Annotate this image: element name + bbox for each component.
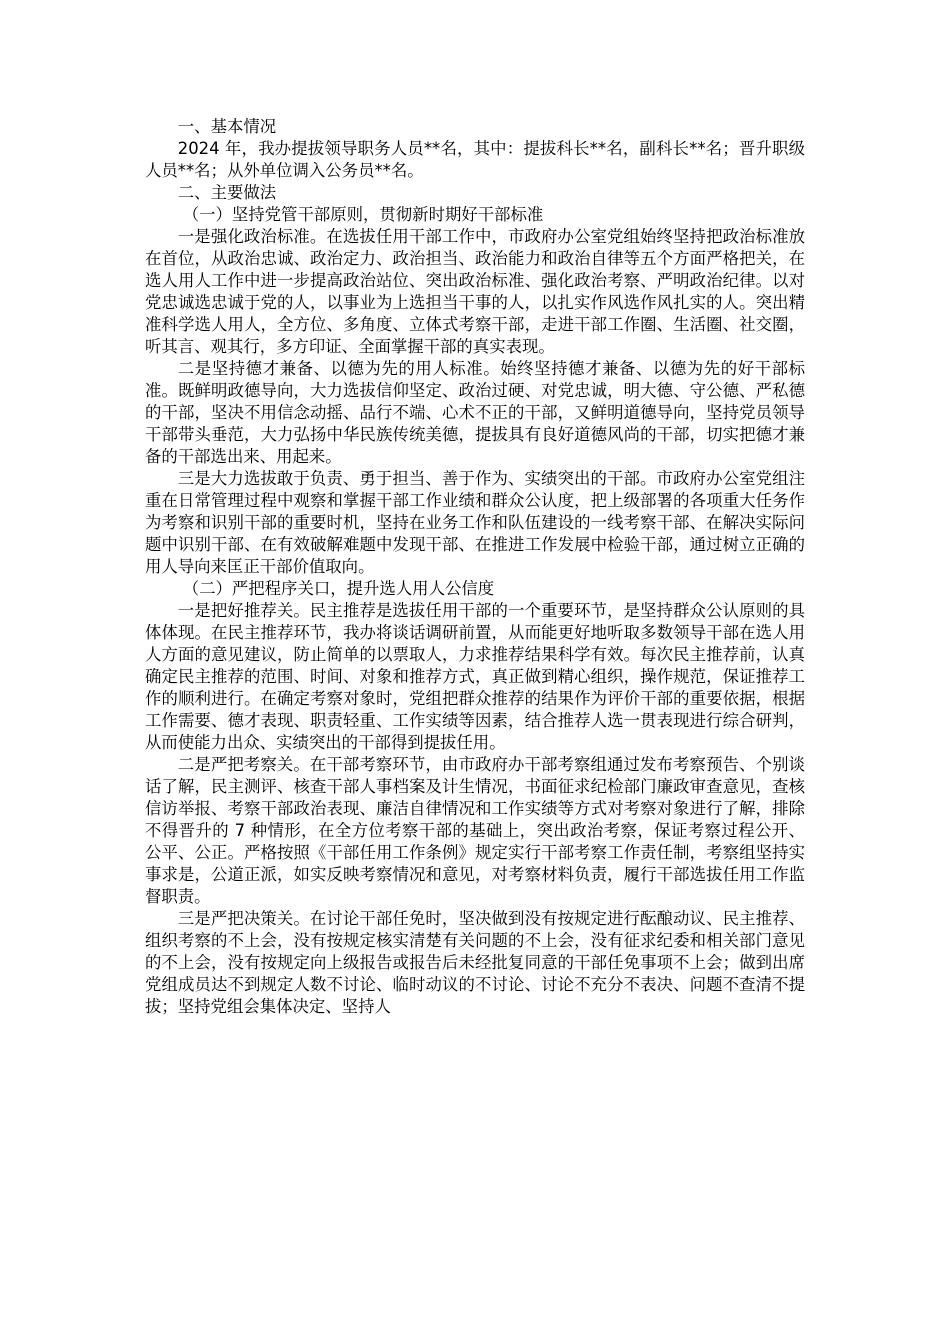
subheading-party-manages-cadres: （一）坚持党管干部原则，贯彻新时期好干部标准 [182, 205, 544, 224]
paragraph-responsible-cadres: 三是大力选拔敢于负责、勇于担当、善于作为、实绩突出的干部。市政府办公室党组注重在日常管理过程中观察和掌握干部工作业绩和群众公认度，把上级部署的各项重大任务作为考察和识别干部的重要时机，坚持在业务工作和队伍建设的一线考察干部、在解决实际问题中识别干部、在有效破解难题中发现干部、在推进工作发展中检验干部，通过树立正确的用人导向来匡正干部价值取向。 [145, 469, 805, 576]
paragraph-recommendation: 一是把好推荐关。民主推荐是选拔任用干部的一个重要环节，是坚持群众公认原则的具体体现。在民主推荐环节，我办将谈话调研前置，从而能更好地听取多数领导干部在选人用人方面的意见建议，防止简单的以票取人，力求推荐结果科学有效。每次民主推荐前，认真确定民主推荐的范围、时间、对象和推荐方式，真正做到精心组织，操作规范，保证推荐工作的顺利进行。在确定考察对象时，党组把群众推荐的结果作为评价干部的重要依据，根据工作需要、德才表现、职责轻重、工作实绩等因素，结合推荐人选一贯表现进行综合研判，从而使能力出众、实绩突出的干部得到提拔任用。 [145, 601, 805, 752]
section-heading-main-practices: 二、主要做法 [177, 183, 277, 202]
paragraph-virtue-and-talent: 二是坚持德才兼备、以德为先的用人标准。始终坚持德才兼备、以德为先的好干部标准。既鲜明政德导向，大力选拔信仰坚定、政治过硬、对党忠诚，明大德、守公德、严私德的干部，坚决不用信念动摇、品行不端、心术不正的干部，又鲜明道德导向，坚持党员领导干部带头垂范，大力弘扬中华民族传统美德，提拔具有良好道德风尚的干部，切实把德才兼备的干部选出来、用起来。 [145, 359, 805, 466]
paragraph-promotion-summary: 2024 年，我办提拔领导职务人员**名，其中：提拔科长**名，副科长**名；晋升职级人员**名；从外单位调入公务员**名。 [145, 139, 805, 180]
paragraph-inspection: 二是严把考察关。在干部考察环节，由市政府办干部考察组通过发布考察预告、个别谈话了解，民主测评、核查干部人事档案及计生情况，书面征求纪检部门廉政审查意见，查核信访举报、考察干部政治表现、廉洁自律情况和工作实绩等方式对考察对象进行了解，排除不得晋升的 7 种情形，在全方位考察干部的基础上，突出政治考察，保证考察过程公开、公平、公正。严格按照《干部任用工作条例》规定实行干部考察工作责任制，考察组坚持实事求是，公道正派，如实反映考察情况和意见，对考察材料负责，履行干部选拔任用工作监督职责。 [145, 755, 805, 906]
subheading-strict-procedures: （二）严把程序关口，提升选人用人公信度 [182, 579, 495, 598]
document-body [145, 116, 805, 1018]
paragraph-decision: 三是严把决策关。在讨论干部任免时，坚决做到没有按规定进行酝酿动议、民主推荐、组织考察的不上会，没有按规定核实清楚有关问题的不上会，没有征求纪委和相关部门意见的不上会，没有按规定向上级报告或报告后未经批复同意的干部任免事项不上会；做到出席党组成员达不到规定人数不讨论、临时动议的不讨论、讨论不充分不表决、问题不查清不提拔；坚持党组会集体决定、坚持人 [145, 909, 805, 1016]
section-heading-basic-situation: 一、基本情况 [177, 117, 277, 136]
paragraph-political-standard: 一是强化政治标准。在选拔任用干部工作中，市政府办公室党组始终坚持把政治标准放在首位，从政治忠诚、政治定力、政治担当、政治能力和政治自律等五个方面严格把关，在选人用人工作中进一步提高政治站位、突出政治标准、强化政治考察、严明政治纪律。以对党忠诚选忠诚于党的人，以事业为上选担当干事的人，以扎实作风选作风扎实的人。突出精准科学选人用人，全方位、多角度、立体式考察干部，走进干部工作圈、生活圈、社交圈，听其言、观其行，多方印证、全面掌握干部的真实表现。 [145, 227, 805, 356]
